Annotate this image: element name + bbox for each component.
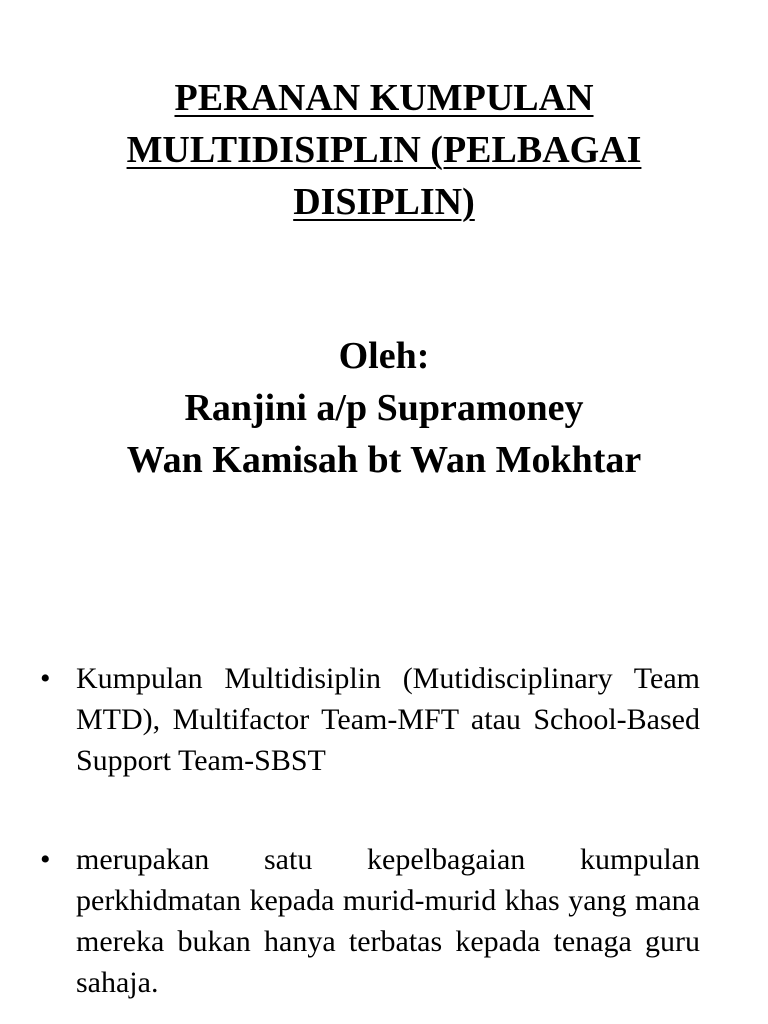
author-name-1: Ranjini a/p Supramoney (184, 387, 584, 429)
author-name-2: Wan Kamisah bt Wan Mokhtar (126, 439, 642, 481)
bullet-text-2: merupakan satu kepelbagaian kumpulan perkhidmatan kepada murid-murid khas yang mana mereka bukan hanya terbatas kepada tenaga guru sahaja. (76, 843, 700, 999)
title-line-3: DISIPLIN) (293, 181, 475, 223)
bullet-item-1 (40, 658, 700, 781)
slide-title (0, 72, 768, 228)
bullet-list (40, 658, 700, 1003)
author-label: Oleh: (338, 335, 430, 377)
bullet-text-1: Kumpulan Multidisiplin (Mutidisciplinary Team MTD), Multifactor Team-MFT atau School-Based Support Team-SBST (76, 662, 700, 777)
author-block (0, 330, 768, 486)
bullet-marker: • (40, 662, 51, 695)
title-line-1: PERANAN KUMPULAN (174, 77, 594, 119)
title-line-2: MULTIDISIPLIN (PELBAGAI (126, 129, 642, 171)
bullet-marker: • (40, 843, 51, 876)
bullet-item-2 (40, 839, 700, 1003)
